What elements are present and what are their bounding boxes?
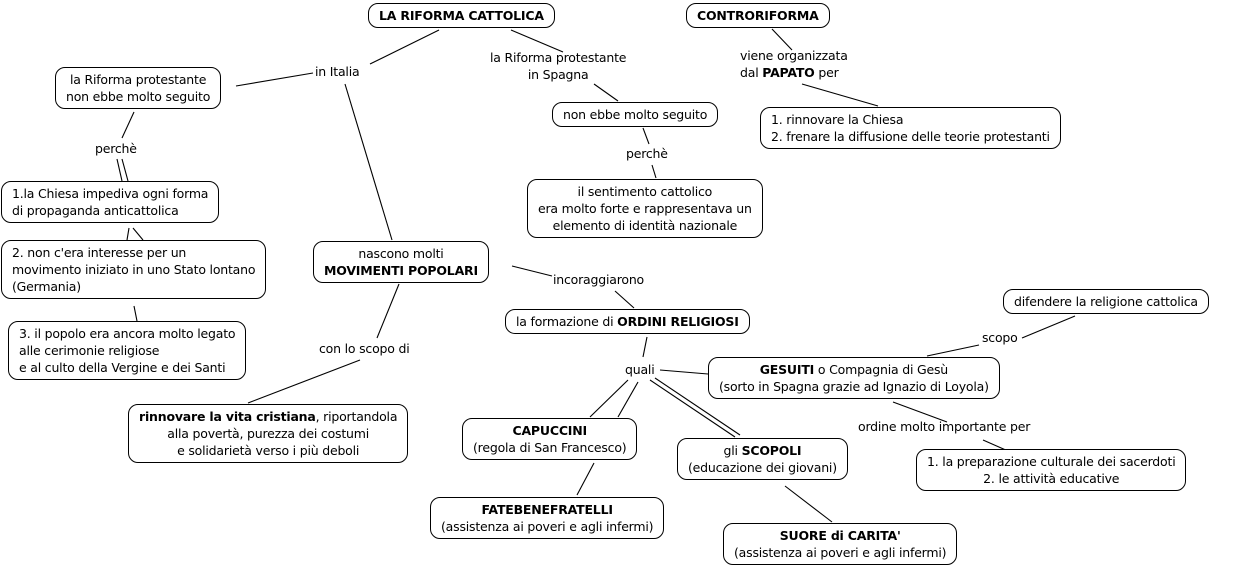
text-line <box>324 245 478 262</box>
text-segment: 2. frenare la diffusione delle teorie protestanti <box>771 129 1050 144</box>
concept-box-scopoli <box>677 438 848 480</box>
link-label-in-italia <box>315 63 359 80</box>
connector-scopoli-to-suore-carita <box>785 486 832 522</box>
text-line <box>538 183 752 200</box>
text-segment: la Riforma protestante <box>490 50 627 65</box>
text-line <box>12 278 255 295</box>
text-segment: alla povertà, purezza dei costumi <box>167 426 369 441</box>
text-line <box>553 271 644 288</box>
text-segment: per <box>814 65 839 80</box>
text-segment: in Italia <box>315 64 360 79</box>
text-segment: 2. non c'era interesse per un <box>12 245 187 260</box>
text-line <box>490 49 626 66</box>
text-line <box>12 261 255 278</box>
text-line <box>19 359 235 376</box>
text-segment: 1.la Chiesa impediva ogni forma <box>12 186 209 201</box>
text-segment: ordine molto importante per <box>858 419 1031 434</box>
text-line <box>927 470 1175 487</box>
connector-scopo-to-difendere-religione <box>1022 316 1075 338</box>
connector-riforma-protestante-italia-to-in-italia <box>236 73 313 86</box>
text-segment: (regola di San Francesco) <box>473 440 627 455</box>
text-segment: CAPUCCINI <box>512 423 587 438</box>
link-label-con-lo-scopo-di <box>319 340 410 357</box>
text-segment: 2. le attività educative <box>983 471 1120 486</box>
link-label-riforma-spagna <box>490 49 626 83</box>
connector-movimenti-popolari-to-con-lo-scopo-di <box>377 284 399 338</box>
text-line <box>139 442 397 459</box>
connector-motivo-1-to-motivo-2 <box>133 228 143 240</box>
text-line <box>625 361 654 378</box>
concept-box-motivo-3 <box>8 321 246 380</box>
text-segment: movimento iniziato in uno Stato lontano <box>12 262 256 277</box>
text-segment: la Riforma protestante <box>69 72 207 87</box>
text-segment: elemento di identità nazionale <box>552 218 738 233</box>
connector-perche-sx-to-motivo-1 <box>117 159 122 181</box>
text-line <box>490 66 626 83</box>
text-line <box>626 145 668 162</box>
text-line <box>324 262 478 279</box>
text-line <box>719 361 989 378</box>
text-segment: viene organizzata <box>740 48 848 63</box>
text-segment: scopo <box>982 330 1018 345</box>
text-segment: CONTRORIFORMA <box>697 8 819 23</box>
link-label-ordine-importante <box>858 418 1030 435</box>
concept-box-difendere-religione <box>1003 289 1209 314</box>
connector-motivo-2-to-motivo-3 <box>134 306 137 321</box>
connector-quali-to-gesuiti <box>660 370 708 374</box>
text-segment: GESUITI <box>759 362 815 377</box>
text-line <box>319 340 410 357</box>
concept-box-movimenti-popolari <box>313 241 489 283</box>
link-label-perche-sx <box>95 140 137 157</box>
text-line <box>734 527 946 544</box>
text-segment: gli <box>723 443 742 458</box>
connector-riforma-spagna-to-spagna-non-ebbe-seguito <box>594 84 618 101</box>
text-segment: (assistenza ai poveri e agli infermi) <box>441 519 654 534</box>
text-line <box>66 88 210 105</box>
connector-riforma-protestante-italia-to-perche-sx <box>122 112 134 138</box>
text-segment: (assistenza ai poveri e agli infermi) <box>734 545 947 560</box>
connector-perche-centro-to-sentimento-cattolico <box>652 165 656 178</box>
text-segment: ORDINI RELIGIOSI <box>617 314 739 329</box>
concept-box-ordini-religiosi <box>505 309 750 334</box>
text-line <box>139 408 397 425</box>
text-segment: 1. la preparazione culturale dei sacerdoti <box>927 454 1176 469</box>
connector-in-italia-to-movimenti-popolari <box>345 84 392 240</box>
connector-capuccini-to-fatebenefratelli <box>577 463 594 495</box>
text-segment: incoraggiarono <box>553 272 644 287</box>
text-segment: con lo scopo di <box>319 341 410 356</box>
text-line <box>740 64 848 81</box>
text-line <box>516 313 739 330</box>
text-segment: SUORE di CARITA' <box>779 528 901 543</box>
text-line <box>688 442 837 459</box>
text-segment: (Germania) <box>12 279 81 294</box>
text-line <box>441 501 653 518</box>
link-label-incoraggiarono <box>553 271 644 288</box>
concept-box-capuccini <box>462 418 637 460</box>
text-segment: in Spagna <box>527 67 589 82</box>
text-line <box>441 518 653 535</box>
text-segment: rinnovare la vita cristiana <box>139 409 316 424</box>
connector-viene-organizzata-to-obiettivi-papato <box>802 84 878 106</box>
concept-box-controriforma <box>686 3 830 28</box>
concept-box-gesuiti <box>708 357 1000 399</box>
connector-spagna-non-ebbe-seguito-to-perche-centro <box>643 128 649 144</box>
text-segment: di propaganda anticattolica <box>12 203 179 218</box>
text-segment: nascono molti <box>358 246 444 261</box>
connector-movimenti-popolari-to-incoraggiarono <box>512 266 552 276</box>
text-segment: e solidarietà verso i più deboli <box>177 443 360 458</box>
text-line <box>538 217 752 234</box>
text-line <box>688 459 837 476</box>
text-line <box>771 128 1050 145</box>
text-segment: FATEBENEFRATELLI <box>481 502 613 517</box>
text-segment: dal <box>740 65 763 80</box>
text-segment: perchè <box>626 146 668 161</box>
concept-box-sentimento-cattolico <box>527 179 763 238</box>
link-label-viene-organizzata <box>740 47 848 81</box>
text-segment: (sorto in Spagna grazie ad Ignazio di Loyola) <box>719 379 989 394</box>
text-segment: alle cerimonie religiose <box>19 343 160 358</box>
concept-box-obiettivi-papato <box>760 107 1061 149</box>
concept-box-riforma-protestante-italia <box>55 67 221 109</box>
link-label-scopo <box>982 329 1018 346</box>
text-line <box>95 140 137 157</box>
text-segment: era molto forte e rappresentava un <box>538 201 752 216</box>
text-line <box>12 185 208 202</box>
text-segment: perchè <box>95 141 137 156</box>
link-label-perche-centro <box>626 145 668 162</box>
connector-perche-sx-to-motivo-1 <box>122 159 128 181</box>
text-line <box>139 425 397 442</box>
text-segment: MOVIMENTI POPOLARI <box>324 263 478 278</box>
text-segment: 1. rinnovare la Chiesa <box>771 112 904 127</box>
text-segment: (educazione dei giovani) <box>688 460 837 475</box>
concept-box-suore-carita <box>723 523 957 565</box>
text-segment: e al culto della Vergine e dei Santi <box>19 360 226 375</box>
text-segment: la formazione di <box>516 314 618 329</box>
connector-incoraggiarono-to-ordini-religiosi <box>615 291 634 308</box>
text-line <box>315 63 359 80</box>
text-line <box>719 378 989 395</box>
concept-box-fatebenefratelli <box>430 497 664 539</box>
text-segment: PAPATO <box>762 65 815 80</box>
text-line <box>12 244 255 261</box>
text-segment: non ebbe molto seguito <box>66 89 211 104</box>
concept-box-motivo-1 <box>1 181 219 223</box>
connector-riforma-cattolica-to-in-italia <box>370 30 439 64</box>
connector-con-lo-scopo-di-to-rinnovare-vita-cristiana <box>248 360 360 403</box>
text-line <box>473 422 626 439</box>
text-segment: LA RIFORMA CATTOLICA <box>379 8 544 23</box>
concept-box-riforma-cattolica <box>368 3 555 28</box>
text-line <box>19 342 235 359</box>
text-line <box>858 418 1030 435</box>
text-segment: SCOPOLI <box>741 443 802 458</box>
text-line <box>538 200 752 217</box>
text-line <box>12 202 208 219</box>
concept-box-rinnovare-vita-cristiana <box>128 404 408 463</box>
concept-box-attivita-gesuiti <box>916 449 1186 491</box>
link-label-quali <box>625 361 654 378</box>
text-segment: o Compagnia di Gesù <box>814 362 949 377</box>
text-line <box>771 111 1050 128</box>
text-segment: , riportandola <box>315 409 398 424</box>
text-line <box>927 453 1175 470</box>
text-segment: il sentimento cattolico <box>577 184 713 199</box>
connector-motivo-1-to-motivo-2 <box>127 228 129 240</box>
text-segment: difendere la religione cattolica <box>1014 294 1198 309</box>
text-line <box>697 7 819 24</box>
text-line <box>734 544 946 561</box>
concept-box-motivo-2 <box>1 240 266 299</box>
text-line <box>379 7 544 24</box>
text-line <box>982 329 1018 346</box>
text-segment: quali <box>625 362 655 377</box>
connector-gesuiti-to-scopo <box>927 345 979 356</box>
text-line <box>740 47 848 64</box>
connector-ordini-religiosi-to-quali <box>643 337 647 357</box>
text-segment: non ebbe molto seguito <box>563 107 708 122</box>
text-line <box>19 325 235 342</box>
text-line <box>1014 293 1198 310</box>
text-line <box>66 71 210 88</box>
text-segment: 3. il popolo era ancora molto legato <box>19 326 236 341</box>
text-line <box>563 106 707 123</box>
concept-box-spagna-non-ebbe-seguito <box>552 102 718 127</box>
connector-quali-to-capuccini <box>590 380 628 417</box>
text-line <box>473 439 626 456</box>
